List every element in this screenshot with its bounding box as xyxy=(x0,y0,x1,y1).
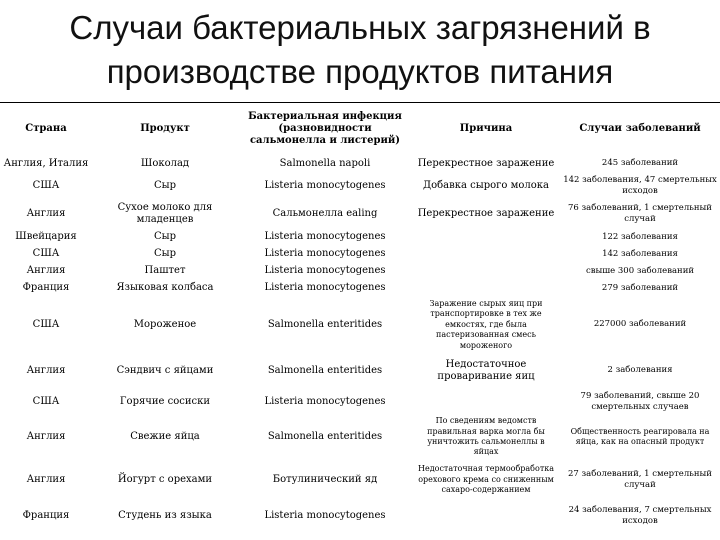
table-row xyxy=(0,229,720,246)
table-row xyxy=(0,246,720,263)
cell-country: Англия xyxy=(26,430,66,442)
table-row xyxy=(0,280,720,297)
cell-cause xyxy=(412,246,560,263)
cell-product: Шоколад xyxy=(140,157,190,169)
cell-cause: По сведениям ведомств правильная варка могла бы уничтожить сальмонеллы в яйцах xyxy=(427,416,545,457)
cell-product: Йогурт с орехами xyxy=(117,473,213,485)
header-cases: Случаи заболеваний xyxy=(579,122,701,134)
cell-cause xyxy=(412,263,560,280)
cell-infection: Сальмонелла ealing xyxy=(272,207,378,219)
table-row xyxy=(0,173,720,199)
cell-country: Англия xyxy=(26,265,66,277)
cell-product: Сыр xyxy=(153,231,176,243)
contamination-table xyxy=(0,103,720,531)
cell-infection: Listeria monocytogenes xyxy=(264,282,386,294)
cell-infection: Listeria monocytogenes xyxy=(264,248,386,260)
cell-country: Франция xyxy=(22,282,70,294)
table-row xyxy=(0,459,720,501)
header-product: Продукт xyxy=(140,122,190,134)
cell-cause: Недостаточное проваривание яиц xyxy=(437,358,535,382)
cell-product: Свежие яйца xyxy=(130,430,200,442)
cell-infection: Listeria monocytogenes xyxy=(264,395,386,407)
cell-infection: Listeria monocytogenes xyxy=(264,509,386,521)
cell-cases: 142 заболевания xyxy=(602,248,678,259)
header-infection: Бактериальная инфекция (разновидности сальмонелла и листерий) xyxy=(248,110,402,147)
cell-infection: Listeria monocytogenes xyxy=(264,179,386,191)
cell-infection: Ботулинический яд xyxy=(272,473,378,485)
table-row xyxy=(0,263,720,280)
cell-cause: Перекрестное заражение xyxy=(417,207,555,219)
cell-product: Студень из языка xyxy=(118,509,212,521)
title-line-2: производстве продуктов питания xyxy=(106,53,614,90)
cell-product: Горячие сосиски xyxy=(119,395,211,407)
cell-cases: 2 заболевания xyxy=(607,365,673,376)
cell-cases: 79 заболеваний, свыше 20 смертельных случаев xyxy=(580,390,700,412)
cell-cases: 142 заболевания, 47 смертельных исходов xyxy=(563,174,717,196)
cell-product: Мороженое xyxy=(133,318,197,330)
cell-product: Сыр xyxy=(153,248,176,260)
cell-infection: Salmonella enteritides xyxy=(267,430,383,442)
cell-country: США xyxy=(32,248,60,260)
table-row xyxy=(0,353,720,389)
cell-country: США xyxy=(32,395,60,407)
cell-cause xyxy=(412,229,560,246)
cell-infection: Salmonella enteritides xyxy=(267,364,383,376)
cell-product: Языковая колбаса xyxy=(116,282,214,294)
cell-cases: 27 заболеваний, 1 смертельный случай xyxy=(568,468,712,490)
cell-cases: свыше 300 заболеваний xyxy=(585,265,695,276)
table-row xyxy=(0,297,720,353)
table-header-row xyxy=(0,103,720,155)
cell-product: Сэндвич с яйцами xyxy=(116,364,214,376)
page-title xyxy=(0,6,720,94)
table-row xyxy=(0,415,720,459)
cell-cases: 245 заболеваний xyxy=(601,158,679,169)
cell-cause: Недостаточная термообработка орехового крема со сниженным сахаро-содержанием xyxy=(417,464,555,495)
cell-cause xyxy=(412,389,560,415)
header-cause: Причина xyxy=(459,122,513,134)
cell-cause: Заражение сырых яиц при транспортировке в тех же емкостях, где была пастеризованная смесь мороженого xyxy=(429,299,543,350)
cell-country: Англия xyxy=(26,207,66,219)
cell-country: Франция xyxy=(22,509,70,521)
cell-infection: Listeria monocytogenes xyxy=(264,265,386,277)
cell-country: Швейцария xyxy=(15,231,77,243)
table-row xyxy=(0,389,720,415)
title-line-1: Случаи бактериальных загрязнений в xyxy=(69,9,651,46)
cell-cause: Перекрестное заражение xyxy=(417,157,555,169)
cell-cases: 76 заболеваний, 1 смертельный случай xyxy=(568,202,712,224)
table-row xyxy=(0,155,720,173)
table-row xyxy=(0,501,720,531)
cell-infection: Salmonella enteritides xyxy=(267,318,383,330)
cell-cases: Общественность реагировала на яйца, как на опасный продукт xyxy=(570,426,710,446)
cell-country: США xyxy=(32,318,60,330)
cell-country: Англия xyxy=(26,473,66,485)
cell-cause: Добавка сырого молока xyxy=(423,179,549,191)
cell-country: Англия, Италия xyxy=(3,157,89,169)
cell-cases: 122 заболевания xyxy=(602,231,678,242)
header-country: Страна xyxy=(25,122,67,134)
cell-cases: 279 заболеваний xyxy=(601,282,679,293)
cell-product: Сыр xyxy=(153,179,176,191)
cell-country: США xyxy=(32,179,60,191)
cell-product: Сухое молоко для младенцев xyxy=(117,201,213,225)
cell-cases: 24 заболевания, 7 смертельных исходов xyxy=(568,504,712,526)
cell-infection: Listeria monocytogenes xyxy=(264,231,386,243)
cell-cause xyxy=(412,501,560,531)
table-row xyxy=(0,199,720,229)
cell-infection: Salmonella napoli xyxy=(279,157,371,169)
cell-cases: 227000 заболеваний xyxy=(593,319,687,330)
cell-product: Паштет xyxy=(144,265,186,277)
cell-country: Англия xyxy=(26,364,66,376)
cell-cause xyxy=(412,280,560,297)
